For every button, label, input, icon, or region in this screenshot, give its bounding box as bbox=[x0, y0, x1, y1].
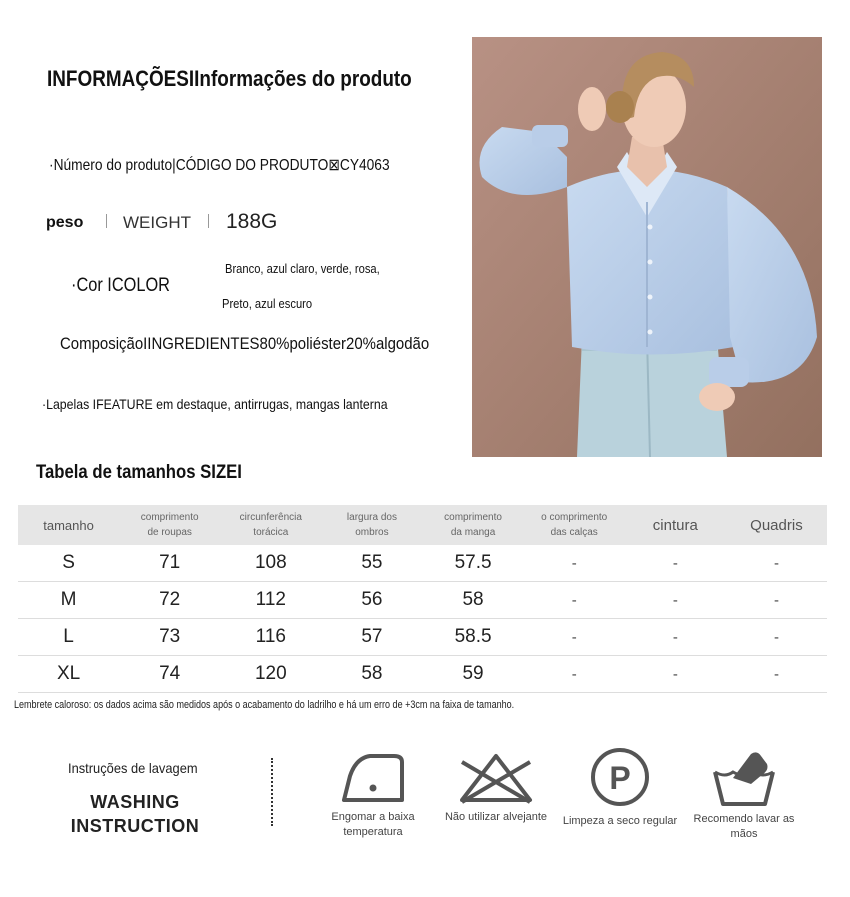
table-cell: 108 bbox=[220, 545, 321, 582]
size-cell: M bbox=[18, 582, 119, 619]
table-cell: - bbox=[726, 619, 827, 656]
color-label: ·Cor ICOLOR bbox=[71, 275, 170, 296]
composition: ComposiçãoIINGREDIENTES80%poliéster20%algodão bbox=[60, 334, 430, 353]
header-chest: circunferência torácica bbox=[220, 505, 321, 545]
weight-label-en: WEIGHT bbox=[123, 213, 191, 232]
table-cell: 73 bbox=[119, 619, 220, 656]
wash-item-iron bbox=[313, 752, 433, 840]
wash-item-label: Recomendo lavar as bbox=[693, 813, 795, 825]
table-cell: - bbox=[524, 582, 625, 619]
table-cell: - bbox=[726, 656, 827, 693]
washing-title-en: WASHING INSTRUCTION bbox=[70, 792, 200, 836]
table-row bbox=[18, 656, 827, 693]
wash-item-label: Engomar a baixa bbox=[331, 811, 415, 823]
table-cell: 57.5 bbox=[423, 545, 524, 582]
table-cell: 59 bbox=[423, 656, 524, 693]
hand-wash-icon bbox=[711, 748, 777, 806]
size-table-title: Tabela de tamanhos SIZEI bbox=[36, 462, 242, 483]
weight-divider bbox=[106, 214, 107, 228]
table-row bbox=[18, 582, 827, 619]
wash-item-label: mãos bbox=[730, 828, 758, 840]
wash-item-label: Não utilizar alvejante bbox=[444, 811, 548, 823]
wash-item-label: Limpeza a seco regular bbox=[562, 815, 678, 827]
table-cell: - bbox=[726, 545, 827, 582]
color-values: Branco, azul claro, verde, rosa, bbox=[225, 261, 380, 276]
washing-title-pt: Instruções de lavagem bbox=[68, 760, 198, 776]
product-photo bbox=[472, 37, 822, 457]
table-cell: 58.5 bbox=[423, 619, 524, 656]
color-values: Preto, azul escuro bbox=[222, 296, 313, 311]
table-cell: - bbox=[625, 582, 726, 619]
wash-item-no-bleach bbox=[436, 752, 556, 825]
table-cell: - bbox=[524, 656, 625, 693]
product-info-title: INFORMAÇÕESIInformações do produto bbox=[47, 66, 412, 91]
header-waist: cintura bbox=[625, 505, 726, 545]
wash-item-hand-wash bbox=[684, 748, 804, 842]
weight-value: 188G bbox=[226, 210, 278, 233]
wash-item-dry-clean bbox=[560, 746, 680, 829]
header-sleeve: comprimento da manga bbox=[423, 505, 524, 545]
svg-text:P: P bbox=[609, 760, 631, 796]
table-cell: - bbox=[524, 545, 625, 582]
iron-low-temp-icon bbox=[340, 752, 406, 804]
size-table-header-row bbox=[18, 505, 827, 545]
table-cell: 120 bbox=[220, 656, 321, 693]
table-cell: - bbox=[625, 545, 726, 582]
table-row bbox=[18, 545, 827, 582]
size-reminder-note: Lembrete caloroso: os dados acima são medidos após o acabamento do ladrilho e há um erro de +3cm na faixa de tamanho. bbox=[14, 699, 515, 711]
product-code: ·Número do produto|CÓDIGO DO PRODUTO⊠CY4063 bbox=[49, 157, 390, 174]
dotted-divider bbox=[271, 758, 273, 826]
size-cell: L bbox=[18, 619, 119, 656]
table-row bbox=[18, 619, 827, 656]
table-cell: 58 bbox=[423, 582, 524, 619]
features: ·Lapelas IFEATURE em destaque, antirrugas, mangas lanterna bbox=[42, 396, 388, 412]
size-cell: S bbox=[18, 545, 119, 582]
table-cell: 71 bbox=[119, 545, 220, 582]
table-cell: - bbox=[625, 619, 726, 656]
header-shoulder: largura dos ombros bbox=[321, 505, 422, 545]
weight-label-pt: peso bbox=[46, 214, 84, 231]
table-cell: - bbox=[625, 656, 726, 693]
header-pants-length: o comprimento das calças bbox=[524, 505, 625, 545]
table-cell: 112 bbox=[220, 582, 321, 619]
size-cell: XL bbox=[18, 656, 119, 693]
table-cell: 72 bbox=[119, 582, 220, 619]
size-table bbox=[18, 505, 827, 693]
table-cell: - bbox=[726, 582, 827, 619]
dry-clean-p-icon bbox=[589, 746, 651, 808]
table-cell: 116 bbox=[220, 619, 321, 656]
header-size: tamanho bbox=[18, 505, 119, 545]
table-cell: - bbox=[524, 619, 625, 656]
weight-divider bbox=[208, 214, 209, 228]
table-cell: 74 bbox=[119, 656, 220, 693]
no-bleach-icon bbox=[458, 752, 534, 804]
table-cell: 57 bbox=[321, 619, 422, 656]
header-garment-length: comprimento de roupas bbox=[119, 505, 220, 545]
table-cell: 55 bbox=[321, 545, 422, 582]
table-cell: 58 bbox=[321, 656, 422, 693]
wash-item-label: temperatura bbox=[343, 826, 403, 838]
header-hips: Quadris bbox=[726, 505, 827, 545]
table-cell: 56 bbox=[321, 582, 422, 619]
